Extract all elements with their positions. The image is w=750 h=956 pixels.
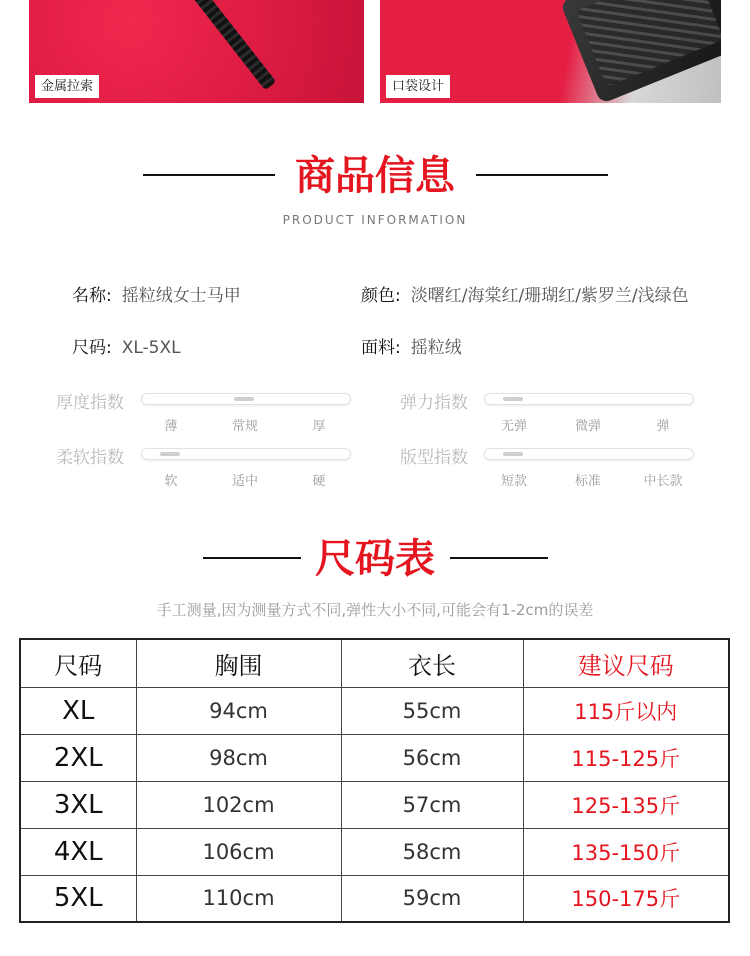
info-fabric-value: 摇粒绒 <box>410 338 462 358</box>
fit-index-marker <box>503 452 523 456</box>
row-recommended: 115斤以内 <box>523 687 729 734</box>
row-length: 57cm <box>341 781 523 828</box>
zipper-photo-label: 金属拉索 <box>35 75 99 98</box>
zipper-photo <box>29 0 364 103</box>
table-row <box>20 828 729 875</box>
elasticity-index-marker <box>503 397 523 401</box>
row-size: 5XL <box>20 875 136 922</box>
size-table-header <box>20 639 729 687</box>
header-length: 衣长 <box>341 639 523 687</box>
row-recommended: 150-175斤 <box>523 875 729 922</box>
row-size: 4XL <box>20 828 136 875</box>
info-color <box>361 281 689 306</box>
row-size: 3XL <box>20 781 136 828</box>
info-color-value: 淡曙红/海棠红/珊瑚红/紫罗兰/浅绿色 <box>410 286 689 306</box>
softness-tick-low: 软 <box>164 474 178 489</box>
info-size-key: 尺码: <box>72 338 112 358</box>
thickness-tick-high: 厚 <box>312 419 326 434</box>
softness-index-marker <box>160 452 180 456</box>
header-chest: 胸围 <box>136 639 341 687</box>
thickness-tick-low: 薄 <box>164 419 178 434</box>
size-table <box>19 638 730 923</box>
header-size: 尺码 <box>20 639 136 687</box>
elasticity-index-track <box>485 394 693 404</box>
info-name <box>72 281 241 306</box>
header-recommended: 建议尺码 <box>523 639 729 687</box>
elasticity-tick-high: 弹 <box>656 419 670 434</box>
row-length: 56cm <box>341 734 523 781</box>
info-name-key: 名称: <box>72 286 112 306</box>
info-color-key: 颜色: <box>361 286 401 306</box>
row-length: 58cm <box>341 828 523 875</box>
size-chart-title: 尺码表 <box>315 536 435 582</box>
row-recommended: 115-125斤 <box>523 734 729 781</box>
info-fabric-key: 面料: <box>361 338 401 358</box>
softness-index-label: 柔软指数 <box>56 448 124 468</box>
info-name-value: 摇粒绒女士马甲 <box>121 286 241 306</box>
row-recommended: 125-135斤 <box>523 781 729 828</box>
softness-tick-mid: 适中 <box>231 474 258 489</box>
thickness-index-label: 厚度指数 <box>56 393 124 413</box>
fit-tick-low: 短款 <box>500 474 527 489</box>
elasticity-tick-mid: 微弹 <box>574 419 601 434</box>
product-info-title: 商品信息 <box>295 153 455 199</box>
fit-index-track <box>485 449 693 459</box>
pocket-photo <box>380 0 721 103</box>
product-info-subtitle: PRODUCT INFORMATION <box>282 213 468 227</box>
thickness-tick-mid: 常规 <box>231 419 258 434</box>
info-size-value: XL-5XL <box>121 338 181 358</box>
table-row <box>20 734 729 781</box>
fit-tick-mid: 标准 <box>574 474 601 489</box>
table-row <box>20 687 729 734</box>
row-length: 59cm <box>341 875 523 922</box>
fit-tick-high: 中长款 <box>643 474 683 489</box>
fit-index-label: 版型指数 <box>400 448 468 468</box>
row-chest: 110cm <box>136 875 341 922</box>
thickness-index-track <box>142 394 350 404</box>
row-recommended: 135-150斤 <box>523 828 729 875</box>
pocket-photo-label: 口袋设计 <box>386 75 450 98</box>
row-length: 55cm <box>341 687 523 734</box>
thickness-index-marker <box>234 397 254 401</box>
softness-index-track <box>142 449 350 459</box>
info-size <box>72 333 181 358</box>
row-size: XL <box>20 687 136 734</box>
row-chest: 102cm <box>136 781 341 828</box>
row-chest: 106cm <box>136 828 341 875</box>
table-row <box>20 781 729 828</box>
row-chest: 94cm <box>136 687 341 734</box>
info-fabric <box>361 333 462 358</box>
elasticity-index-label: 弹力指数 <box>400 393 468 413</box>
elasticity-tick-low: 无弹 <box>500 419 527 434</box>
row-chest: 98cm <box>136 734 341 781</box>
softness-tick-high: 硬 <box>312 474 326 489</box>
table-row <box>20 875 729 922</box>
measurement-note: 手工测量,因为测量方式不同,弹性大小不同,可能会有1-2cm的误差 <box>156 601 594 619</box>
row-size: 2XL <box>20 734 136 781</box>
